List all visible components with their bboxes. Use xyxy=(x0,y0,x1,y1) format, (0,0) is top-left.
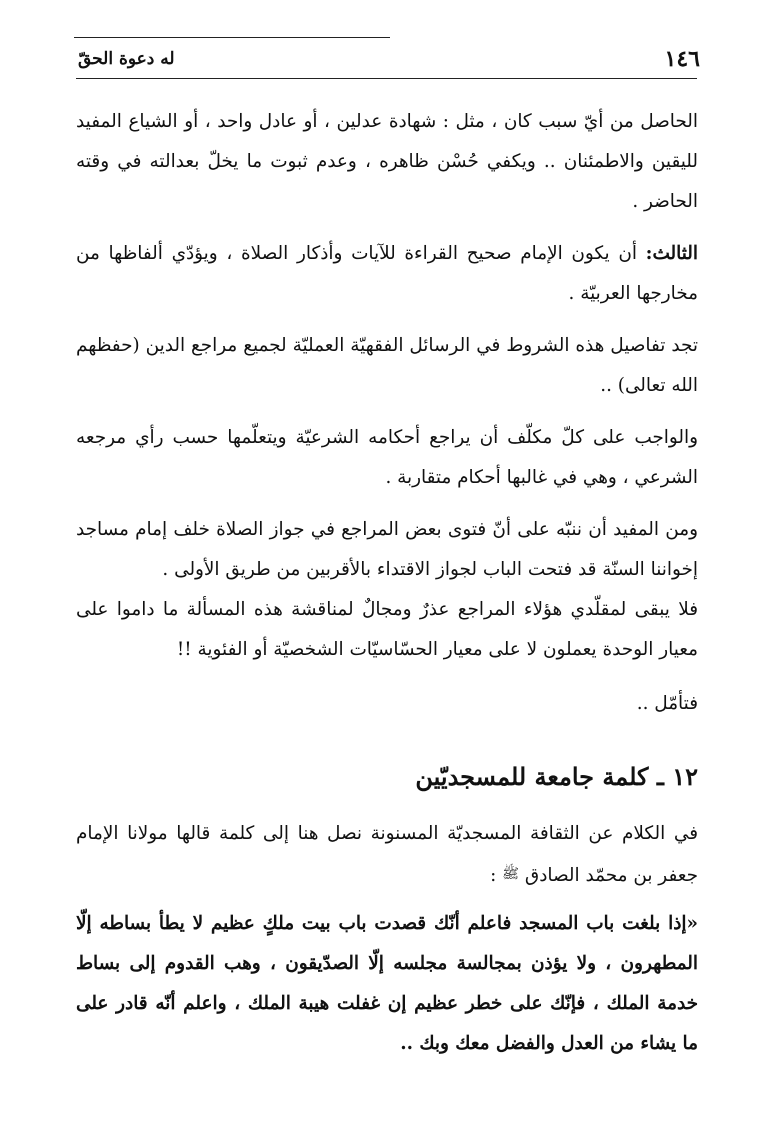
paragraph-details-reference: تجد تفاصيل هذه الشروط في الرسائل الفقهيّة العمليّة لجميع مراجع الدين (حفظهم الله تعالى) .. xyxy=(76,335,698,396)
paragraph-imam-intro xyxy=(76,814,698,896)
page-number: ١٤٦ xyxy=(664,46,700,72)
header-top-rule xyxy=(74,37,390,38)
imam-intro-text: في الكلام عن الثقافة المسجديّة المسنونة نصل هنا إلى كلمة قالها مولانا الإمام جعفر بن محمّد الصادق xyxy=(76,823,698,886)
hadith-quote: «إذا بلغت باب المسجد فاعلم أنّك قصدت باب بيت ملكٍ عظيم لا يطأ بساطه إلّا المطهرون ، ولا يؤذن بمجالسة مجلسه إلّا الصدّيقون ، وهب القدوم إلى بساط خدمة الملك ، فإنّك على خطر عظيم إن غفلت هيبة الملك ، واعلم أنّه قادر على ما يشاء من العدل والفضل معك وبك .. xyxy=(76,913,698,1054)
section-heading: ١٢ ـ كلمة جامعة للمسجديّين xyxy=(415,762,698,791)
paragraph-third-condition xyxy=(76,234,698,314)
condition-text: أن يكون الإمام صحيح القراءة للآيات وأذكار الصلاة ، ويؤدّي ألفاظها من مخارجها العربيّة . xyxy=(76,243,698,304)
running-title: له دعوة الحقّ xyxy=(78,49,175,69)
condition-label: الثالث: xyxy=(645,243,698,264)
paragraph-fatwa-note: ومن المفيد أن ننبّه على أنّ فتوى بعض المراجع في جواز الصلاة خلف إمام مساجد إخواننا السنّة قد فتحت الباب لجواز الاقتداء بالأقربين من طريق الأولى . xyxy=(76,519,698,580)
header-divider xyxy=(76,78,697,79)
page-body xyxy=(76,102,698,1064)
honorific-symbol: ﷺ xyxy=(502,866,520,882)
reflect-note: فتأمّل .. xyxy=(636,693,698,714)
paragraph-obligation: والواجب على كلّ مكلّف أن يراجع أحكامه الشرعيّة ويتعلّمها حسب رأي مرجعه الشرعي ، وهي في غالبها أحكام متقاربة . xyxy=(76,427,698,488)
imam-intro-colon: : xyxy=(490,865,503,886)
paragraph-unity-standard: فلا يبقى لمقلّدي هؤلاء المراجع عذرٌ ومجالٌ لمناقشة هذه المسألة ما داموا على معيار الوحدة يعملون لا على معيار الحسّاسيّات الشخصيّة أو الفئوية !! xyxy=(76,599,698,660)
paragraph-witness-conditions: الحاصل من أيّ سبب كان ، مثل : شهادة عدلين ، أو عادل واحد ، أو الشياع المفيد لليقين والاطمئنان .. ويكفي حُسْن ظاهره ، وعدم ثبوت ما يخلّ بعدالته في وقته الحاضر . xyxy=(76,111,698,212)
